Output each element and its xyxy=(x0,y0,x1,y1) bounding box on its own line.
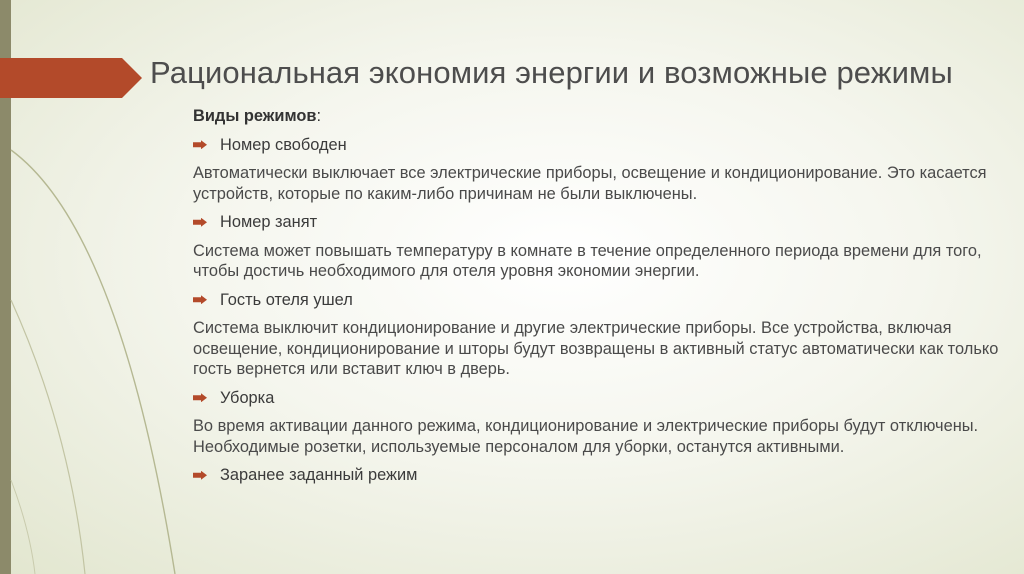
slide-content xyxy=(193,106,1003,486)
mode-item xyxy=(193,135,1003,156)
mode-name: Номер свободен xyxy=(220,135,347,154)
mode-name: Заранее заданный режим xyxy=(220,466,418,484)
arrow-right-icon xyxy=(193,140,207,149)
mode-item xyxy=(193,465,1003,486)
mode-item xyxy=(193,212,1003,233)
section-label-colon: : xyxy=(316,107,322,125)
arrow-right-icon xyxy=(193,471,207,480)
mode-name: Номер занят xyxy=(220,213,318,231)
mode-description: Система может повышать температуру в комнате в течение определенного периода времени для того, чтобы достичь необходимого для отеля уровня экономии энергии. xyxy=(193,241,982,280)
mode-description: Система выключит кондиционирование и другие электрические приборы. Все устройства, включая освещение, кондиционирование и шторы будут возвращены в активный статус автоматически как только гость вернется или вставит ключ в дверь. xyxy=(193,319,999,378)
mode-item xyxy=(193,290,1003,311)
section-label-text: Виды режимов xyxy=(193,107,317,125)
mode-name: Уборка xyxy=(220,388,275,407)
arrow-right-icon xyxy=(193,218,207,227)
arrow-right-icon xyxy=(193,295,207,304)
mode-description: Во время активации данного режима, кондиционирование и электрические приборы будут отключены. Необходимые розетки, используемые персоналом для уборки, останутся активными. xyxy=(193,417,979,456)
mode-description: Автоматически выключает все электрические приборы, освещение и кондиционирование. Это касается устройств, которые по каким-либо причинам не были выключены. xyxy=(193,164,987,203)
arrow-right-icon xyxy=(193,393,207,402)
section-label xyxy=(193,106,1003,127)
mode-name: Гость отеля ушел xyxy=(220,290,353,309)
title-ribbon xyxy=(0,58,142,98)
mode-item xyxy=(193,388,1003,409)
slide-title: Рациональная экономия энергии и возможные режимы xyxy=(150,55,953,90)
